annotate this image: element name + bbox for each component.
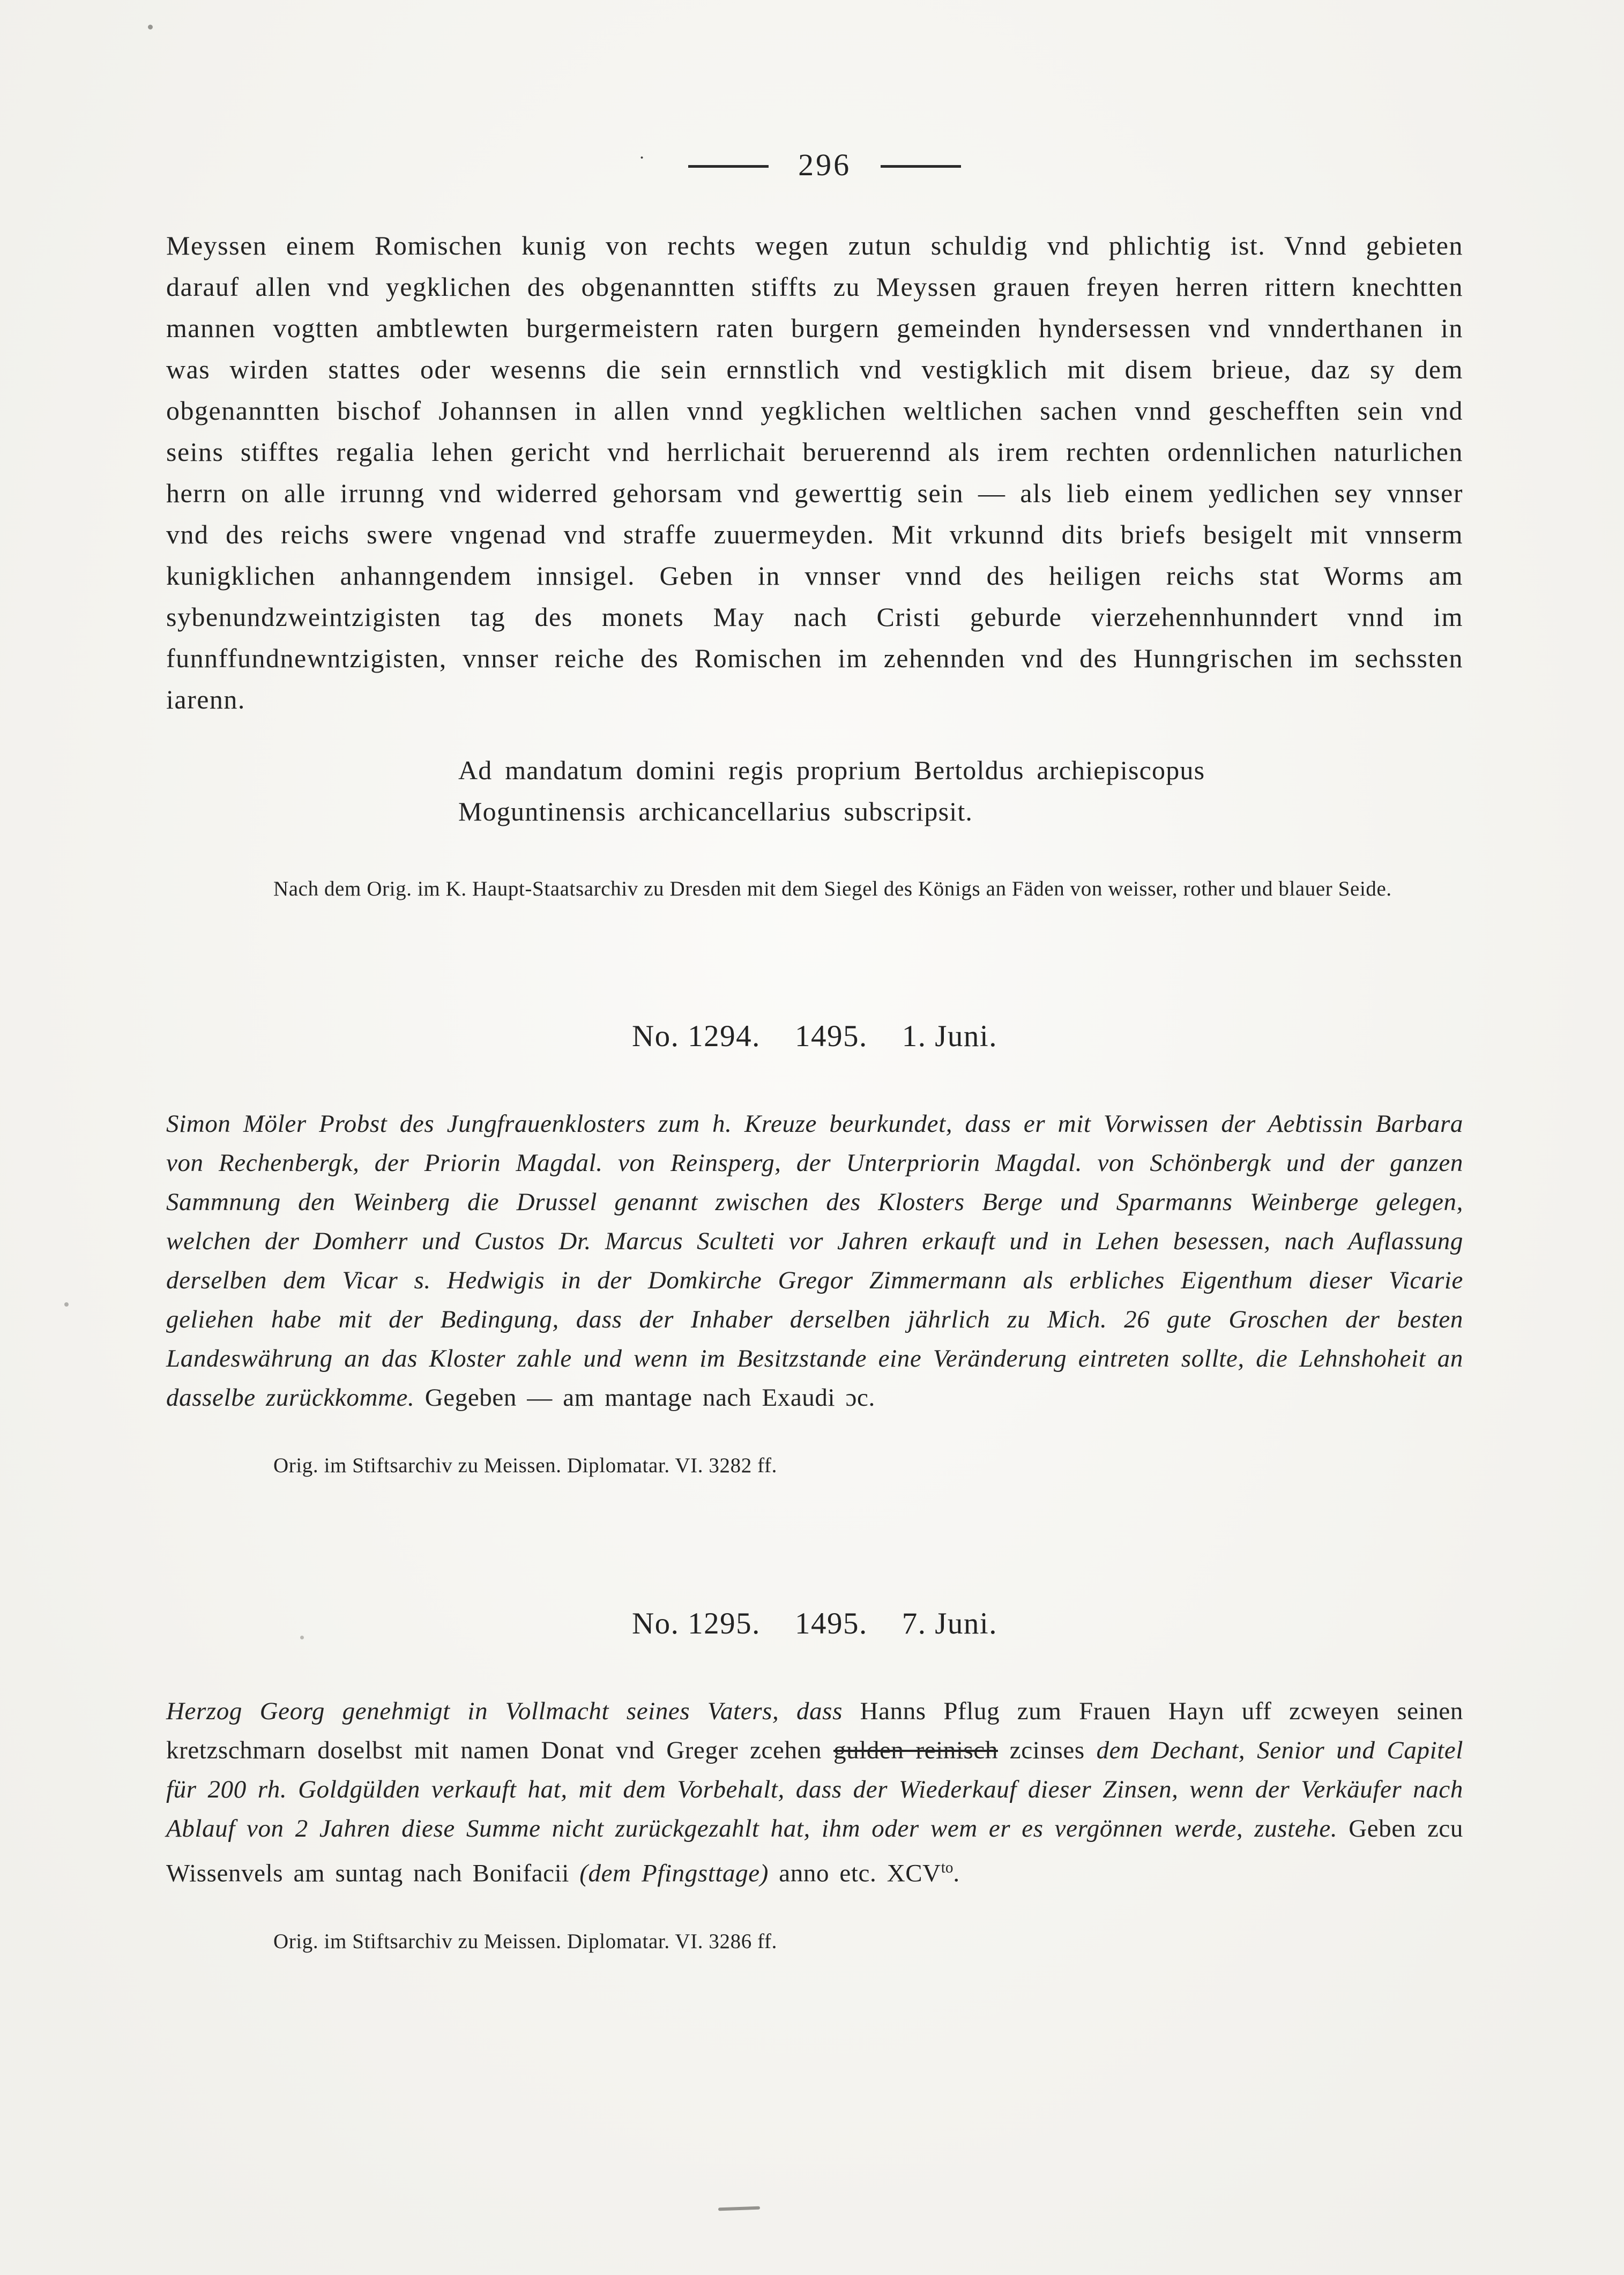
text-segment: dem Dechant, Senior und Capitel für 200 rh. Goldgülden verkauft hat, mit dem Vorbehalt, dass der Wiederkauf dieser Zinsen, wenn der Verkäufer nach Ablauf von 2 Jahren diese Summe nicht zurückgezahlt hat, ihm oder wem er es vergönnen werde, zustehe.	[166, 1736, 1464, 1843]
document-1294	[166, 1019, 1463, 1480]
header-ornament-dot: ·	[638, 148, 645, 168]
text-segment: Gegeben — am mantage nach Exaudi ɔc.	[414, 1384, 875, 1412]
document-number: No. 1294.	[632, 1019, 761, 1053]
scan-speck	[300, 1636, 304, 1639]
regest-text-1294	[166, 1105, 1463, 1418]
document-year: 1495.	[794, 1019, 868, 1053]
text-segment: Herzog Georg genehmigt in Vollmacht seines Vaters, dass	[166, 1697, 860, 1725]
subscription	[458, 750, 1463, 832]
source-note-1294: Orig. im Stiftsarchiv zu Meissen. Diplomatar. VI. 3282 ff.	[273, 1454, 777, 1477]
text-segment: anno etc. XCV	[768, 1859, 941, 1888]
subscription-line-1: Ad mandatum domini regis proprium Bertoldus archiepiscopus	[458, 755, 1205, 785]
document-heading-1294	[166, 1019, 1463, 1054]
text-segment: zcinses	[997, 1736, 1097, 1764]
text-segment: Hanns Pflug zum Frauen Hayn uff zcweyen seinen kretzschmarn doselbst mit namen Donat vnd Greger zcehen	[166, 1697, 1463, 1764]
document-date: 1. Juni.	[902, 1019, 997, 1053]
document-year: 1495.	[794, 1607, 868, 1640]
document-heading-1295	[166, 1606, 1463, 1641]
regest-text-1295	[166, 1692, 1463, 1893]
source-note-1295: Orig. im Stiftsarchiv zu Meissen. Diplomatar. VI. 3286 ff.	[273, 1929, 777, 1953]
header-rule-right	[881, 165, 961, 168]
text-segment: Simon Möler Probst des Jungfrauenklosters zum h. Kreuze beurkundet, dass er mit Vorwissen der Aebtissin Barbara von Rechenbergk, der Priorin Magdal. von Reinsperg, der Unterpriorin Magdal. von Schönbergk und der ganzen Sammnung den Weinberg die Drussel genannt zwischen des Klosters Berge und Sparmanns Weinberge gelegen, welchen der Domherr und Custos Dr. Marcus Sculteti vor Jahren erkauft und in Lehen besessen, nach Auflassung derselben dem Vicar s. Hedwigis in der Domkirche Gregor Zimmermann als erbliches Eigenthum dieser Vicarie geliehen habe mit der Bedingung, dass der Inhaber derselben jährlich zu Mich. 26 gute Groschen der besten Landeswährung an das Kloster zahle und wenn im Besitzstande eine Veränderung eintreten sollte, die Lehnshoheit an dasselbe zurückkomme.	[166, 1110, 1463, 1412]
provenance-note: Nach dem Orig. im K. Haupt-Staatsarchiv zu Dresden mit dem Siegel des Königs an Fäden von weisser, rother und blauer Seide.	[273, 877, 1392, 900]
text-segment: to	[941, 1859, 953, 1876]
document-date: 7. Juni.	[902, 1607, 997, 1640]
header-rule-left	[688, 165, 769, 168]
text-segment: Geben zcu Wissenvels am suntag nach Bonifacii	[166, 1815, 1463, 1888]
page-number: 296	[798, 147, 852, 182]
text-segment: (dem Pfingsttage)	[579, 1859, 769, 1888]
subscription-line-2: Moguntinensis archicancellarius subscripsit.	[458, 796, 973, 826]
document-1295	[166, 1606, 1463, 1956]
scan-speck	[64, 1302, 69, 1307]
text-segment: .	[953, 1859, 960, 1888]
scan-smudge	[718, 2206, 760, 2211]
page-header	[166, 137, 1463, 180]
charter-text: Meyssen einem Romischen kunig von rechts wegen zutun schuldig vnd phlichtig ist. Vnnd gebieten darauf allen vnd yegklichen des obgenanntten stiffts zu Meyssen grauen freyen herren rittern knechtten mannen vogtten ambtlewten burgermeistern raten burgern gemeinden hyndersessen vnd vnnderthanen in was wirden stattes oder wesenns die sein ernnstlich vnd vestigklich mit disem brieue, daz sy dem obgenanntten bischof Johannsen in allen vnnd yegklichen weltlichen sachen vnnd geschefften sein vnd seins stifftes regalia lehen gericht vnd herrlichait beruerennd als irem rechten ordennlichen naturlichen herrn on alle irrunng vnd widerred gehorsam vnd gewerttig sein — als lieb einem yedlichen sey vnnser vnd des reichs swere vngenad vnd straffe zuuermeyden. Mit vrkunnd dits briefs besigelt mit vnnserm kunigklichen anhanngendem innsigel. Geben in vnnser vnnd des heiligen reichs stat Worms am sybenundzweintzigisten tag des monets May nach Cristi geburde vierzehennhunndert vnnd im funnffundnewntzigisten, vnnser reiche des Romischen im zehennden vnd des Hunngrischen im sechssten iarenn.	[166, 230, 1463, 714]
document-continuation	[166, 225, 1463, 904]
text-segment: gulden reinisch	[833, 1736, 998, 1764]
scan-speck	[148, 25, 153, 29]
document-number: No. 1295.	[632, 1607, 761, 1640]
